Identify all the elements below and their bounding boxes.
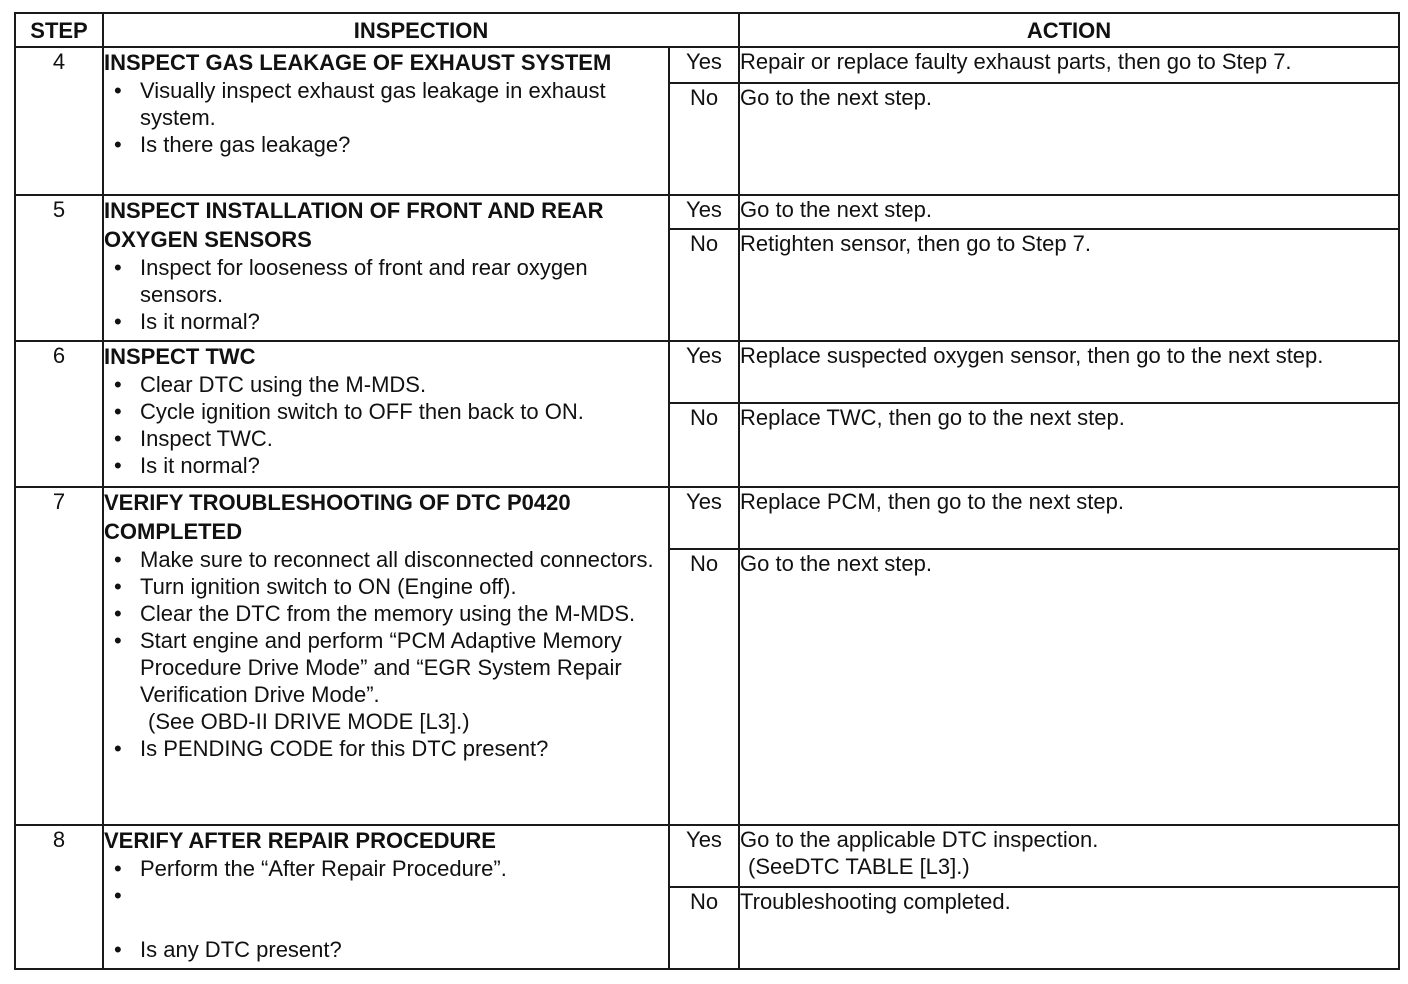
table-row xyxy=(15,487,1399,549)
check-item xyxy=(104,627,668,735)
table-row xyxy=(15,825,1399,887)
yes-action: Replace PCM, then go to the next step. xyxy=(739,487,1399,549)
no-label: No xyxy=(669,83,739,195)
step-number: 5 xyxy=(15,195,103,341)
inspection-title: VERIFY TROUBLESHOOTING OF DTC P0420 COMPLETED xyxy=(104,490,571,544)
inspection-cell xyxy=(103,825,669,969)
yes-action: Go to the next step. xyxy=(739,195,1399,229)
check-list xyxy=(104,77,668,158)
inspection-title: INSPECT TWC xyxy=(104,344,256,369)
inspection-title: VERIFY AFTER REPAIR PROCEDURE xyxy=(104,828,496,853)
check-item: • Is any DTC present? xyxy=(104,936,668,963)
yes-action: Repair or replace faulty exhaust parts, then go to Step 7. xyxy=(739,47,1399,83)
blank-spacer xyxy=(104,882,668,936)
check-item: • Perform the “After Repair Procedure”. xyxy=(104,855,668,882)
step-number: 4 xyxy=(15,47,103,195)
check-item: • Is it normal? xyxy=(104,308,668,335)
check-item: • Visually inspect exhaust gas leakage in exhaust system. xyxy=(104,77,668,131)
yes-label: Yes xyxy=(669,825,739,887)
yes-action: Replace suspected oxygen sensor, then go to the next step. xyxy=(739,341,1399,403)
no-action: Go to the next step. xyxy=(739,549,1399,825)
step-header: STEP xyxy=(15,13,103,47)
check-item-text: Start engine and perform “PCM Adaptive Memory Procedure Drive Mode” and “EGR System Repair Verification Drive Mode”. xyxy=(140,628,622,707)
action-header: ACTION xyxy=(739,13,1399,47)
see-reference-note: (SeeDTC TABLE [L3].) xyxy=(748,854,970,879)
inspection-title: INSPECT INSTALLATION OF FRONT AND REAR OXYGEN SENSORS xyxy=(104,198,604,252)
yes-label: Yes xyxy=(669,487,739,549)
inspection-cell xyxy=(103,195,669,341)
inspection-cell xyxy=(103,341,669,487)
no-label: No xyxy=(669,403,739,487)
check-list xyxy=(104,254,668,335)
no-action: Troubleshooting completed. xyxy=(739,887,1399,969)
step-number: 6 xyxy=(15,341,103,487)
check-list xyxy=(104,855,668,963)
no-action: Go to the next step. xyxy=(739,83,1399,195)
check-item: • Make sure to reconnect all disconnected connectors. xyxy=(104,546,668,573)
step-number: 7 xyxy=(15,487,103,825)
dtc-troubleshooting-table xyxy=(14,12,1400,970)
yes-label: Yes xyxy=(669,195,739,229)
inspection-cell xyxy=(103,47,669,195)
table-row xyxy=(15,341,1399,403)
check-item: • Cycle ignition switch to OFF then back to ON. xyxy=(104,398,668,425)
yes-label: Yes xyxy=(669,47,739,83)
check-list xyxy=(104,371,668,479)
check-item: • Clear DTC using the M-MDS. xyxy=(104,371,668,398)
no-label: No xyxy=(669,549,739,825)
see-reference-note: (See OBD-II DRIVE MODE [L3].) xyxy=(148,709,470,734)
check-item: • Inspect TWC. xyxy=(104,425,668,452)
check-list xyxy=(104,546,668,762)
no-label: No xyxy=(669,887,739,969)
check-item: • Is PENDING CODE for this DTC present? xyxy=(104,735,668,762)
inspection-cell xyxy=(103,487,669,825)
check-item: • Is there gas leakage? xyxy=(104,131,668,158)
step-number: 8 xyxy=(15,825,103,969)
check-item: • Turn ignition switch to ON (Engine off). xyxy=(104,573,668,600)
yes-action-cell xyxy=(739,825,1399,887)
no-action: Replace TWC, then go to the next step. xyxy=(739,403,1399,487)
inspection-title: INSPECT GAS LEAKAGE OF EXHAUST SYSTEM xyxy=(104,50,612,75)
check-item: • Inspect for looseness of front and rear oxygen sensors. xyxy=(104,254,668,308)
inspection-header: INSPECTION xyxy=(103,13,739,47)
header-row xyxy=(15,13,1399,47)
yes-label: Yes xyxy=(669,341,739,403)
yes-action: Go to the applicable DTC inspection. xyxy=(740,827,1099,852)
check-item: • Clear the DTC from the memory using the M-MDS. xyxy=(104,600,668,627)
no-label: No xyxy=(669,229,739,341)
no-action: Retighten sensor, then go to Step 7. xyxy=(739,229,1399,341)
table-row xyxy=(15,195,1399,229)
check-item: • Is it normal? xyxy=(104,452,668,479)
table-row xyxy=(15,47,1399,83)
